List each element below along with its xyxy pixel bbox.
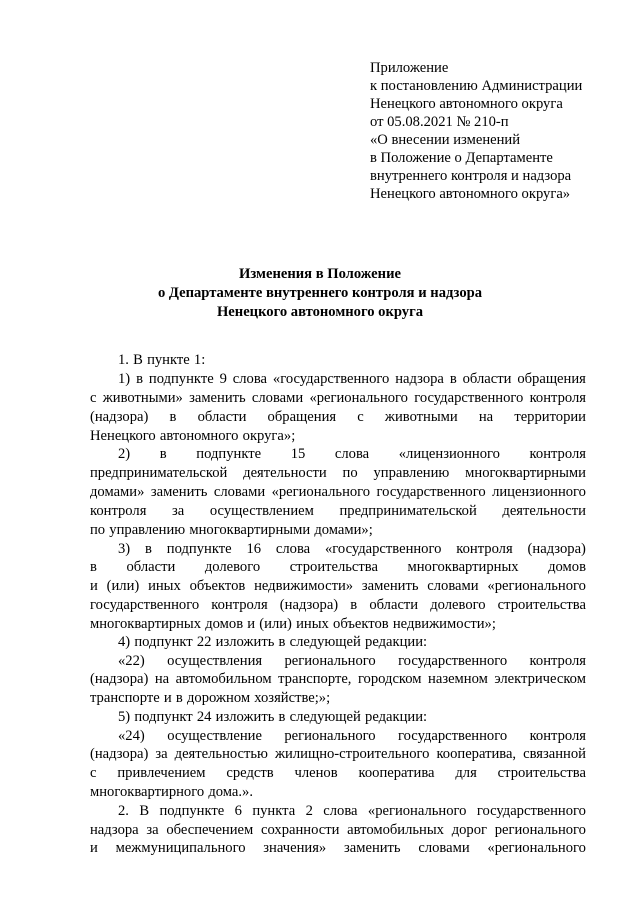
- body-word: 5): [118, 709, 131, 725]
- body-word: кооператива: [358, 765, 435, 781]
- body-word: 16: [246, 541, 262, 557]
- body-word: государственного: [414, 390, 524, 406]
- body-word: «24): [118, 728, 145, 744]
- body-word: в: [159, 446, 167, 462]
- body-word: по: [342, 465, 358, 481]
- body-word: строительства: [497, 765, 586, 781]
- body-word: (надзора): [90, 746, 149, 762]
- body-word: лицензионного: [492, 484, 586, 500]
- body-word: В: [133, 352, 143, 368]
- body-word: области: [126, 559, 176, 575]
- body-line: [90, 690, 586, 706]
- body-word: на: [154, 671, 170, 687]
- body-word: кооператива,: [436, 746, 517, 762]
- body-word: 1:: [193, 352, 206, 368]
- body-word: (или): [259, 616, 292, 632]
- body-word: округа»;: [242, 428, 296, 444]
- body-word: 22: [196, 634, 212, 650]
- body-line: [90, 746, 586, 762]
- body-word: домами»: [90, 484, 145, 500]
- body-word: регионального: [284, 653, 376, 669]
- body-word: регионального: [284, 728, 376, 744]
- body-word: подпункте: [148, 371, 214, 387]
- body-word: области: [369, 597, 419, 613]
- body-word: иных: [296, 616, 329, 632]
- body-line: [90, 465, 586, 481]
- body-line: [90, 597, 586, 613]
- body-word: с: [90, 390, 97, 406]
- body-line: [118, 446, 586, 462]
- body-line: [118, 653, 586, 669]
- body-word: в: [175, 690, 183, 706]
- body-word: регионального: [494, 822, 586, 838]
- body-line: [90, 428, 586, 444]
- body-word: «регионального: [487, 578, 586, 594]
- body-word: (надзора): [90, 409, 149, 425]
- body-word: животными: [384, 409, 458, 425]
- body-word: недвижимости»;: [392, 616, 496, 632]
- body-word: контроля: [90, 503, 147, 519]
- body-word: территории: [514, 409, 586, 425]
- body-word: надзора: [395, 371, 444, 387]
- body-word: автомобильных: [347, 822, 444, 838]
- appendix-line: Ненецкого автономного округа: [370, 96, 563, 112]
- appendix-line: от 05.08.2021 № 210-п: [370, 114, 509, 130]
- title-line: о Департаменте внутреннего контроля и надзора: [157, 285, 483, 301]
- body-word: редакции:: [365, 709, 428, 725]
- body-word: в: [449, 371, 457, 387]
- body-word: с: [90, 765, 97, 781]
- body-word: долевого: [430, 597, 486, 613]
- body-word: средств: [226, 765, 274, 781]
- body-word: контроля: [211, 597, 268, 613]
- body-word: в: [278, 709, 286, 725]
- body-line: [90, 409, 586, 425]
- body-word: обеспечением: [166, 822, 254, 838]
- body-word: дорожном: [186, 690, 251, 706]
- body-word: 2.: [118, 803, 129, 819]
- body-line: [118, 634, 586, 650]
- body-word: в: [145, 541, 152, 557]
- body-word: с: [357, 409, 364, 425]
- body-word: изложить: [215, 709, 275, 725]
- body-word: за: [146, 822, 159, 838]
- body-word: подпункт: [134, 634, 193, 650]
- body-word: и: [90, 578, 98, 594]
- body-word: государственного: [90, 597, 200, 613]
- body-word: предпринимательской: [90, 465, 228, 481]
- title-line: Ненецкого автономного округа: [216, 304, 424, 320]
- body-word: многоквартирного: [90, 784, 205, 800]
- body-word: городском: [357, 671, 422, 687]
- body-word: за: [172, 503, 185, 519]
- body-line: [90, 484, 586, 500]
- body-word: следующей: [289, 709, 361, 725]
- body-word: словами: [213, 484, 266, 500]
- body-word: многоквартирных: [90, 616, 202, 632]
- body-word: «лицензионного: [398, 446, 500, 462]
- body-word: сохранности: [260, 822, 340, 838]
- body-word: осуществления: [167, 653, 263, 669]
- body-word: деятельностью: [174, 746, 268, 762]
- body-word: подпункте: [166, 541, 232, 557]
- body-line: [118, 709, 586, 725]
- body-line: [90, 503, 586, 519]
- body-word: жилищно-строительного: [274, 746, 430, 762]
- body-line: [118, 541, 586, 557]
- body-word: слова: [232, 371, 268, 387]
- body-word: «регионального: [309, 390, 408, 406]
- body-word: деятельности: [243, 465, 327, 481]
- body-word: долевого: [204, 559, 261, 575]
- body-word: деятельности: [502, 503, 586, 519]
- body-word: электрическом: [494, 671, 586, 687]
- body-word: хозяйстве;»;: [254, 690, 331, 706]
- body-word: словами: [418, 840, 470, 856]
- body-word: животными»: [102, 390, 183, 406]
- body-word: государственного: [376, 484, 486, 500]
- body-word: дома.».: [208, 784, 253, 800]
- body-word: 24: [196, 709, 212, 725]
- body-word: следующей: [289, 634, 361, 650]
- body-word: контроля: [529, 446, 586, 462]
- body-word: 6: [234, 803, 242, 819]
- body-word: предпринимательской: [339, 503, 477, 519]
- body-word: слова: [323, 803, 358, 819]
- body-word: строительства: [289, 559, 378, 575]
- body-word: В: [139, 803, 150, 819]
- title-line: Изменения в Положение: [239, 266, 401, 282]
- body-word: транспорте,: [278, 671, 352, 687]
- body-word: домов: [548, 559, 586, 575]
- body-word: осуществление: [167, 728, 262, 744]
- body-word: объектов: [189, 578, 246, 594]
- body-word: государственного: [398, 728, 508, 744]
- body-word: обращения: [517, 371, 586, 387]
- body-word: 3): [118, 541, 131, 557]
- body-word: «регионального: [271, 484, 371, 500]
- body-word: подпункте: [196, 446, 262, 462]
- body-word: 15: [290, 446, 306, 462]
- body-word: пункта: [252, 803, 296, 819]
- body-word: недвижимости»: [254, 578, 354, 594]
- body-line: [90, 390, 586, 406]
- body-word: в: [169, 409, 177, 425]
- body-line: [118, 728, 586, 744]
- body-word: связанной: [523, 746, 586, 762]
- body-word: домами»;: [314, 522, 373, 538]
- body-line: [118, 371, 586, 387]
- body-word: для: [455, 765, 477, 781]
- body-word: контроля: [529, 728, 586, 744]
- body-word: и: [163, 690, 172, 706]
- body-word: (надзора): [279, 597, 339, 613]
- body-word: контроля: [529, 653, 586, 669]
- appendix-line: «О внесении изменений: [370, 132, 521, 148]
- body-line: [118, 352, 586, 368]
- body-word: домов: [205, 616, 244, 632]
- body-word: заменить: [189, 390, 246, 406]
- body-word: государственного: [398, 653, 508, 669]
- body-word: по: [90, 522, 106, 538]
- body-word: «22): [118, 653, 145, 669]
- body-word: области: [197, 409, 247, 425]
- body-word: транспорте: [90, 690, 160, 706]
- body-word: и: [247, 616, 256, 632]
- body-word: 4): [118, 634, 131, 650]
- body-word: осуществлением: [209, 503, 314, 519]
- body-word: (надзора): [527, 541, 586, 557]
- body-word: редакции:: [365, 634, 428, 650]
- body-word: подпункте: [159, 803, 225, 819]
- body-word: за: [155, 746, 168, 762]
- body-word: значения»: [263, 840, 327, 856]
- body-line: [90, 578, 586, 594]
- body-word: многоквартирными: [189, 522, 311, 538]
- body-word: межмуниципального: [115, 840, 246, 856]
- body-word: заменить: [150, 484, 208, 500]
- appendix-line: в Положение о Департаменте: [370, 150, 553, 166]
- body-word: надзора: [90, 822, 139, 838]
- body-line: [90, 784, 586, 800]
- body-word: пункте: [147, 352, 190, 368]
- body-line: [90, 559, 586, 575]
- body-word: членов: [294, 765, 338, 781]
- body-word: заменить: [343, 840, 401, 856]
- body-word: объектов: [333, 616, 389, 632]
- body-word: (надзора): [90, 671, 149, 687]
- body-line: [118, 803, 586, 819]
- body-word: 2: [305, 803, 313, 819]
- body-word: обращения: [267, 409, 337, 425]
- body-word: автомобильном: [175, 671, 272, 687]
- appendix-line: Ненецкого автономного округа»: [370, 186, 571, 202]
- body-word: «государственного: [324, 541, 442, 557]
- body-line: [90, 822, 586, 838]
- body-word: многоквартирными: [465, 465, 586, 481]
- body-word: области: [462, 371, 512, 387]
- body-word: и: [90, 840, 98, 856]
- appendix-line: Приложение: [370, 60, 449, 76]
- body-word: «государственного: [272, 371, 390, 387]
- body-word: в: [90, 559, 97, 575]
- body-word: слова: [334, 446, 370, 462]
- body-word: Ненецкого: [90, 428, 156, 444]
- body-word: на: [478, 409, 494, 425]
- body-word: словами: [251, 390, 304, 406]
- appendix-line: внутреннего контроля и надзора: [370, 168, 572, 184]
- body-word: управлению: [109, 522, 186, 538]
- body-word: заменить: [361, 578, 419, 594]
- appendix-line: к постановлению Администрации: [370, 78, 583, 94]
- body-word: (или): [106, 578, 140, 594]
- body-word: контроля: [456, 541, 513, 557]
- body-word: 1.: [118, 352, 129, 368]
- body-word: изложить: [215, 634, 275, 650]
- body-word: контроля: [529, 390, 586, 406]
- body-line: [90, 671, 586, 687]
- body-word: «регионального: [487, 840, 586, 856]
- body-word: 9: [219, 371, 227, 387]
- body-line: [90, 840, 586, 856]
- body-word: в: [136, 371, 143, 387]
- body-word: 2): [118, 446, 131, 462]
- body-word: иных: [148, 578, 181, 594]
- body-line: [90, 522, 586, 538]
- body-word: наземном: [428, 671, 488, 687]
- body-word: словами: [427, 578, 479, 594]
- body-word: привлечением: [117, 765, 206, 781]
- body-word: подпункт: [134, 709, 193, 725]
- body-word: дорог: [451, 822, 487, 838]
- body-word: «регионального: [367, 803, 467, 819]
- body-word: автономного: [159, 428, 239, 444]
- body-line: [90, 765, 586, 781]
- body-word: 1): [118, 371, 131, 387]
- body-word: в: [278, 634, 286, 650]
- body-word: в: [350, 597, 358, 613]
- body-word: государственного: [476, 803, 586, 819]
- body-word: слова: [275, 541, 311, 557]
- body-word: многоквартирных: [407, 559, 519, 575]
- body-word: управлению: [373, 465, 450, 481]
- body-line: [90, 616, 586, 632]
- body-word: строительства: [497, 597, 586, 613]
